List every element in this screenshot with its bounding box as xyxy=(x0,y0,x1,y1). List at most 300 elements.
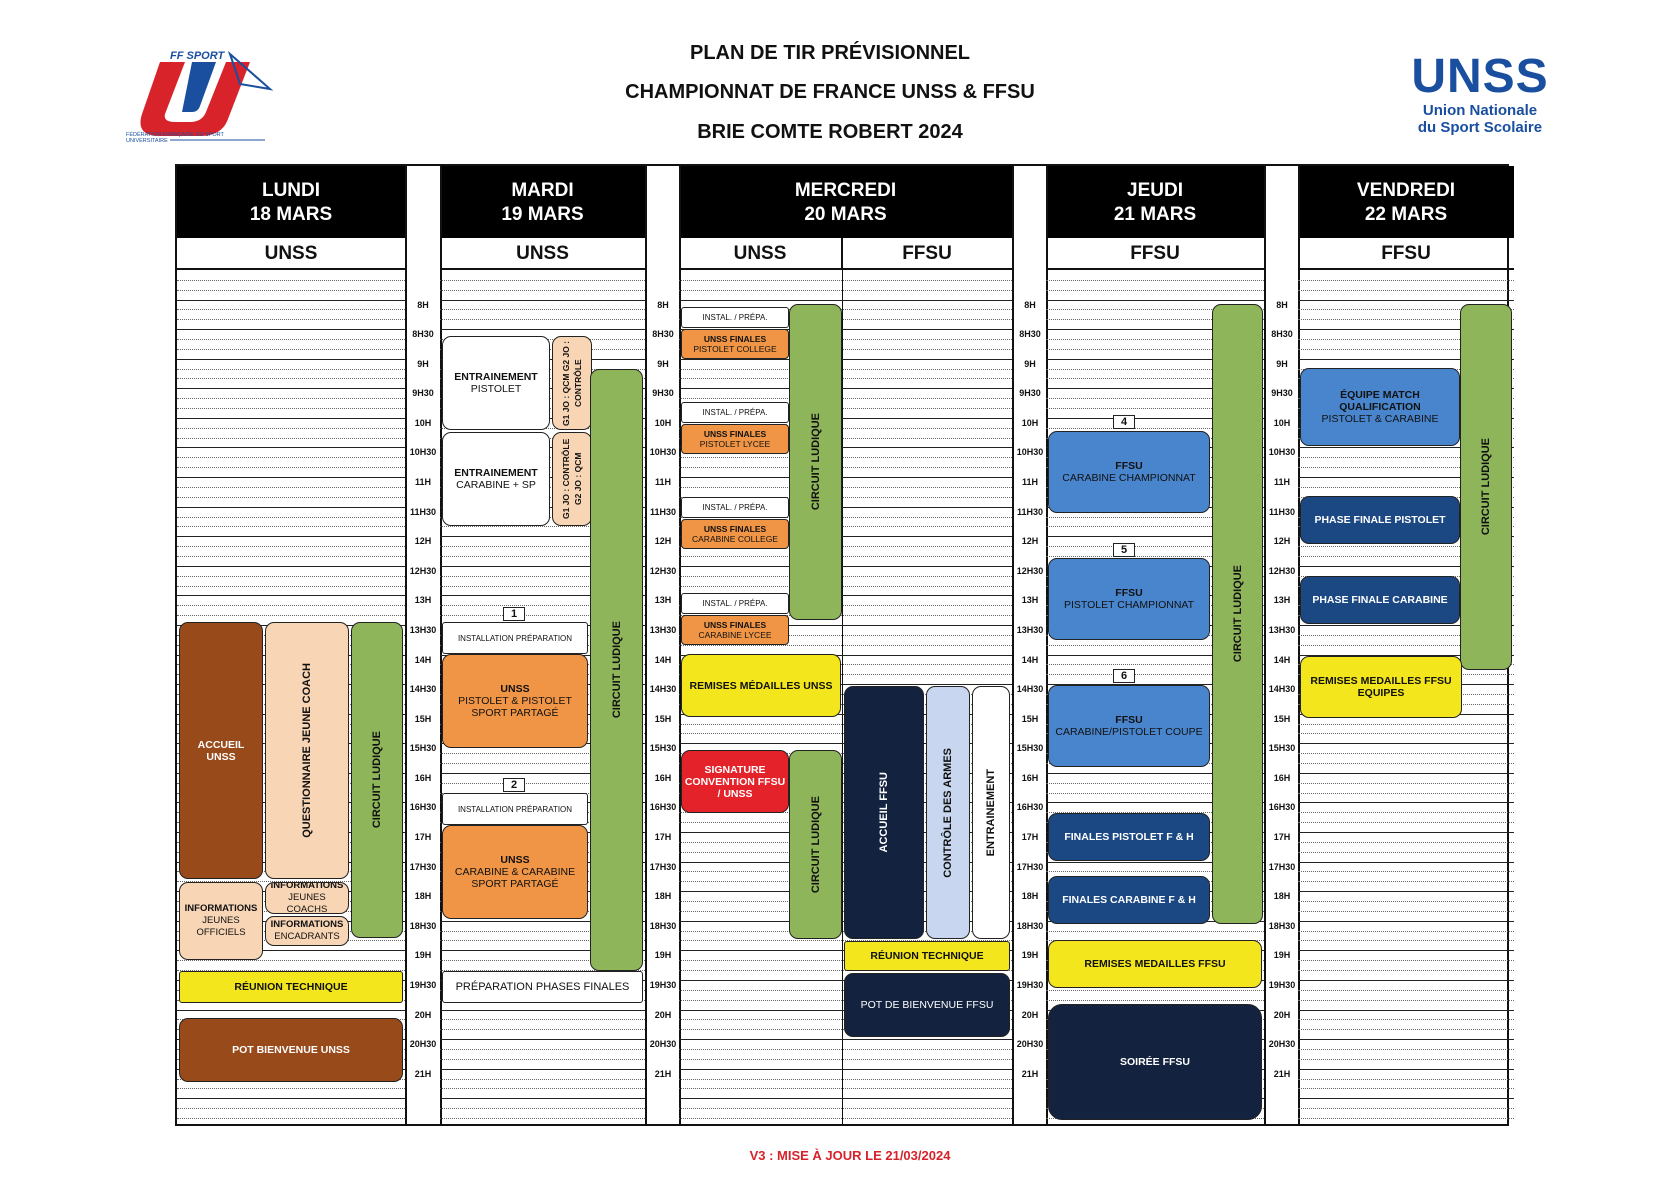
event-finales-pistolet-lycee xyxy=(681,424,789,454)
time-label: 10H xyxy=(1273,417,1291,428)
grid-line-halfhour xyxy=(177,418,405,419)
event-label: FINALES PISTOLET F & H xyxy=(1064,831,1194,843)
event-label: ÉQUIPE MATCH QUALIFICATION xyxy=(1339,389,1421,413)
grid-line-dotted xyxy=(1298,901,1514,902)
time-label: 17H30 xyxy=(649,861,677,872)
event-label: POT BIENVENUE UNSS xyxy=(232,1044,350,1056)
time-label: 11H30 xyxy=(409,506,437,517)
day-header-mercredi xyxy=(679,166,1012,238)
grid-line-halfhour xyxy=(679,1069,1012,1070)
time-label: 20H30 xyxy=(649,1039,677,1050)
grid-line-halfhour xyxy=(177,300,405,301)
event-unss-pistolet xyxy=(442,654,588,748)
grid-line-dotted xyxy=(177,526,405,527)
time-label: 12H xyxy=(1021,536,1039,547)
event-label: G1 JO : QCM G2 JO : CONTRÔLE xyxy=(561,340,583,426)
time-label: 18H xyxy=(654,891,672,902)
grid-line-halfhour xyxy=(1298,891,1514,892)
grid-line-halfhour xyxy=(1298,773,1514,774)
grid-line-dotted xyxy=(1298,1079,1514,1080)
grid-line-dotted xyxy=(177,369,405,370)
grid-line-dotted xyxy=(1298,960,1514,961)
grid-line-halfhour xyxy=(679,566,1012,567)
unss-logo-sub2: du Sport Scolaire xyxy=(1417,119,1543,136)
grid-line-dotted xyxy=(440,1079,645,1080)
time-label: 18H xyxy=(1021,891,1039,902)
day-date: 20 MARS xyxy=(804,204,887,225)
grid-line-dotted xyxy=(1298,990,1514,991)
unss-logo xyxy=(1400,52,1560,152)
time-label: 15H30 xyxy=(1268,743,1296,754)
event-circuit-ludique-mercredi-1 xyxy=(789,304,842,620)
time-label: 10H xyxy=(654,417,672,428)
event-label: INFORMATIONS xyxy=(184,903,258,914)
event-label: POT DE BIENVENUE FFSU xyxy=(860,999,994,1011)
time-label: 21H xyxy=(414,1068,432,1079)
time-label: 16H xyxy=(1273,772,1291,783)
time-label: 16H xyxy=(654,772,672,783)
time-label: 19H xyxy=(1273,950,1291,961)
event-instal-prepa-1: INSTAL. / PRÉPA. xyxy=(681,307,789,328)
grid-line-dotted xyxy=(1298,763,1514,764)
grid-line-dotted xyxy=(679,457,1012,458)
grid-line-dotted xyxy=(177,497,405,498)
grid-line-dotted xyxy=(177,1118,405,1119)
time-label: 21H xyxy=(1021,1068,1039,1079)
event-sublabel: CARABINE COLLEGE xyxy=(692,534,778,544)
event-label: CIRCUIT LUDIQUE xyxy=(1231,565,1244,663)
title-line-3: BRIE COMTE ROBERT 2024 xyxy=(697,121,963,143)
day-name: MERCREDI xyxy=(794,180,897,201)
event-instal-prepa-3: INSTAL. / PRÉPA. xyxy=(681,497,789,518)
event-label: RÉUNION TECHNIQUE xyxy=(234,981,348,993)
time-label: 18H30 xyxy=(409,920,437,931)
time-label: 12H30 xyxy=(1268,565,1296,576)
grid-line-dotted xyxy=(679,1079,1012,1080)
time-label: 17H30 xyxy=(1268,861,1296,872)
grid-line-dotted xyxy=(1298,812,1514,813)
grid-line-halfhour xyxy=(679,477,1012,478)
time-label: 16H xyxy=(414,772,432,783)
event-unss-carabine xyxy=(442,825,588,919)
unss-logo-sub1: Union Nationale xyxy=(1422,102,1538,119)
event-info-jeunes-coachs xyxy=(265,882,349,914)
grid-line-halfhour xyxy=(1298,1010,1514,1011)
time-label: 8H30 xyxy=(1271,329,1293,340)
event-circuit-ludique-mercredi-2 xyxy=(789,750,842,939)
grid-line-dotted xyxy=(679,556,1012,557)
grid-line-dotted xyxy=(177,339,405,340)
event-sublabel: CARABINE CHAMPIONNAT xyxy=(1062,472,1196,484)
badge-4: 4 xyxy=(1113,415,1135,429)
event-info-jeunes-officiels xyxy=(179,882,263,960)
time-label: 17H xyxy=(414,832,432,843)
grid-line-halfhour xyxy=(177,566,405,567)
grid-line-halfhour xyxy=(440,300,645,301)
event-questionnaire-jeune-coach xyxy=(265,622,349,879)
event-finales-pistolet-college xyxy=(681,329,789,359)
grid-line-dotted xyxy=(440,1108,645,1109)
subheader-vendredi-ffsu: FFSU xyxy=(1298,238,1514,270)
ffsport-logo-text: FF SPORT xyxy=(170,50,225,62)
day-name: MARDI xyxy=(511,180,574,201)
time-label: 16H xyxy=(1021,772,1039,783)
grid-line-dotted xyxy=(679,467,1012,468)
event-label: CIRCUIT LUDIQUE xyxy=(1480,438,1492,536)
grid-line-dotted xyxy=(1046,290,1264,291)
grid-line-dotted xyxy=(177,1088,405,1089)
event-sublabel: CARABINE & CARABINE SPORT PARTAGÉ xyxy=(454,866,576,890)
event-circuit-ludique-vendredi xyxy=(1460,304,1512,670)
time-label: 10H30 xyxy=(409,447,437,458)
time-label: 18H xyxy=(414,891,432,902)
grid-line-dotted xyxy=(1298,793,1514,794)
grid-line-dotted xyxy=(1046,1000,1264,1001)
event-label: CONTRÔLE DES ARMES xyxy=(942,747,954,878)
grid-line-dotted xyxy=(679,290,1012,291)
grid-line-dotted xyxy=(440,280,645,281)
time-label: 21H xyxy=(1273,1068,1291,1079)
time-label: 12H30 xyxy=(649,565,677,576)
time-label: 10H30 xyxy=(1268,447,1296,458)
event-info-encadrants xyxy=(265,916,349,946)
grid-line-dotted xyxy=(1298,842,1514,843)
grid-line-dotted xyxy=(679,369,1012,370)
time-label: 16H30 xyxy=(409,802,437,813)
grid-line-dotted xyxy=(177,438,405,439)
grid-line-dotted xyxy=(1298,822,1514,823)
event-equipe-match-qualification xyxy=(1300,368,1460,446)
grid-line-halfhour xyxy=(679,388,1012,389)
time-label: 10H xyxy=(1021,417,1039,428)
event-installation-preparation-1: INSTALLATION PRÉPARATION xyxy=(442,622,588,654)
time-label: 13H xyxy=(1021,595,1039,606)
grid-line-dotted xyxy=(177,487,405,488)
grid-line-halfhour xyxy=(1298,1098,1514,1099)
grid-line-dotted xyxy=(177,960,405,961)
grid-line-dotted xyxy=(1298,1029,1514,1030)
badge-5: 5 xyxy=(1113,543,1135,557)
ffsport-logo xyxy=(126,44,280,144)
grid-line-dotted xyxy=(177,378,405,379)
grid-line-dotted xyxy=(440,309,645,310)
time-label: 10H30 xyxy=(1016,447,1044,458)
time-label: 8H30 xyxy=(412,329,434,340)
event-sublabel: PISTOLET & PISTOLET SPORT PARTAGÉ xyxy=(458,695,572,719)
event-entrainement-mercredi xyxy=(972,686,1010,939)
grid-line-dotted xyxy=(1298,290,1514,291)
grid-line-dotted xyxy=(1298,1019,1514,1020)
grid-line-halfhour xyxy=(177,329,405,330)
grid-line-dotted xyxy=(177,546,405,547)
time-label: 17H30 xyxy=(409,861,437,872)
grid-line-dotted xyxy=(440,1019,645,1020)
event-label: UNSS xyxy=(500,854,530,866)
grid-line-dotted xyxy=(679,1049,1012,1050)
time-label: 20H xyxy=(654,1009,672,1020)
grid-line-halfhour xyxy=(679,1039,1012,1040)
time-label: 19H30 xyxy=(409,979,437,990)
event-label: SOIRÉE FFSU xyxy=(1119,1056,1190,1068)
time-label: 14H30 xyxy=(649,684,677,695)
title-line-2: CHAMPIONNAT DE FRANCE UNSS & FFSU xyxy=(625,81,1035,103)
time-label: 17H30 xyxy=(1016,861,1044,872)
event-label: UNSS FINALES xyxy=(703,524,767,534)
time-label: 15H xyxy=(1273,713,1291,724)
ffsport-logo-subtext: FÉDÉRATION FRANÇAISE DU SPORT UNIVERSITAIRE xyxy=(126,132,224,144)
grid-line-halfhour xyxy=(1046,300,1264,301)
grid-line-halfhour xyxy=(1298,921,1514,922)
grid-line-dotted xyxy=(1298,733,1514,734)
event-reunion-technique-lundi xyxy=(179,971,403,1003)
time-label: 15H30 xyxy=(649,743,677,754)
grid-line-dotted xyxy=(177,319,405,320)
event-label: G1 JO : CONTRÔLE G2 JO : QCM xyxy=(561,438,583,520)
event-label: CIRCUIT LUDIQUE xyxy=(371,731,383,829)
grid-line-dotted xyxy=(177,586,405,587)
event-ffsu-carabine-pistolet-coupe xyxy=(1048,685,1210,767)
subheader-jeudi-ffsu: FFSU xyxy=(1046,238,1264,270)
grid-line-dotted xyxy=(440,1029,645,1030)
event-ffsu-pistolet-championnat xyxy=(1048,558,1210,640)
time-label: 13H xyxy=(1273,595,1291,606)
time-label: 12H xyxy=(1273,536,1291,547)
grid-line-halfhour xyxy=(1298,980,1514,981)
time-label: 8H xyxy=(657,299,669,310)
time-label: 19H xyxy=(654,950,672,961)
grid-line-dotted xyxy=(679,1088,1012,1089)
grid-line-dotted xyxy=(1298,753,1514,754)
time-label: 20H30 xyxy=(1268,1039,1296,1050)
badge-1: 1 xyxy=(503,607,525,621)
event-pistolet-groupes xyxy=(552,336,592,430)
title-line-1: PLAN DE TIR PRÉVISIONNEL xyxy=(689,42,971,64)
time-label: 11H xyxy=(1021,477,1038,488)
time-label: 14H xyxy=(414,654,432,665)
event-label: UNSS FINALES xyxy=(703,620,767,630)
event-instal-prepa-4: INSTAL. / PRÉPA. xyxy=(681,593,789,614)
event-sublabel: PISTOLET xyxy=(470,383,522,395)
grid-line-dotted xyxy=(1298,940,1514,941)
time-label: 10H xyxy=(414,417,432,428)
grid-line-halfhour xyxy=(1298,862,1514,863)
time-label: 14H xyxy=(1021,654,1039,665)
grid-line-dotted xyxy=(1298,871,1514,872)
time-label: 12H30 xyxy=(409,565,437,576)
grid-line-dotted xyxy=(1298,724,1514,725)
time-label: 9H xyxy=(1024,358,1036,369)
subheader-mercredi-ffsu: FFSU xyxy=(842,238,1012,270)
day-header-lundi xyxy=(177,166,405,238)
grid-line-dotted xyxy=(177,517,405,518)
event-circuit-ludique-mardi xyxy=(590,369,643,971)
grid-line-dotted xyxy=(440,290,645,291)
event-label: UNSS FINALES xyxy=(703,429,767,439)
grid-line-dotted xyxy=(1298,1088,1514,1089)
grid-line-halfhour xyxy=(177,477,405,478)
time-label: 12H30 xyxy=(1016,565,1044,576)
event-sublabel: JEUNES COACHS xyxy=(286,892,328,914)
grid-line-halfhour xyxy=(177,447,405,448)
grid-line-dotted xyxy=(177,398,405,399)
time-label: 19H xyxy=(1021,950,1039,961)
time-label: 9H30 xyxy=(652,388,674,399)
event-label: REMISES MEDAILLES FFSU EQUIPES xyxy=(1310,675,1452,699)
grid-line-dotted xyxy=(177,556,405,557)
time-label: 19H30 xyxy=(1016,979,1044,990)
column-border xyxy=(842,238,843,1124)
grid-line-halfhour xyxy=(177,1098,405,1099)
grid-line-dotted xyxy=(177,428,405,429)
event-entrainement-carabine xyxy=(442,432,550,526)
grid-line-dotted xyxy=(1046,931,1264,932)
event-sublabel: PISTOLET & CARABINE xyxy=(1321,413,1439,425)
time-label: 10H30 xyxy=(649,447,677,458)
event-sublabel: PISTOLET CHAMPIONNAT xyxy=(1063,599,1195,611)
grid-line-dotted xyxy=(440,1088,645,1089)
event-label: QUESTIONNAIRE JEUNE COACH xyxy=(301,663,313,838)
time-label: 14H xyxy=(654,654,672,665)
event-preparation-phases-finales: PRÉPARATION PHASES FINALES xyxy=(442,971,643,1003)
time-label: 9H30 xyxy=(1019,388,1041,399)
grid-line-dotted xyxy=(679,398,1012,399)
grid-line-dotted xyxy=(1298,852,1514,853)
event-label: ACCUEIL UNSS xyxy=(197,738,245,763)
time-label: 18H30 xyxy=(1268,920,1296,931)
event-label: FINALES CARABINE F & H xyxy=(1062,894,1196,906)
time-label: 20H xyxy=(1021,1009,1039,1020)
time-label: 9H30 xyxy=(412,388,434,399)
event-label: INFORMATIONS xyxy=(270,882,344,891)
time-label: 11H30 xyxy=(1016,506,1044,517)
time-label: 11H30 xyxy=(649,506,677,517)
badge-6: 6 xyxy=(1113,669,1135,683)
grid-line-dotted xyxy=(679,576,1012,577)
grid-line-dotted xyxy=(177,457,405,458)
event-sublabel: CARABINE LYCEE xyxy=(698,630,772,640)
event-installation-preparation-2: INSTALLATION PRÉPARATION xyxy=(442,793,588,825)
time-label: 14H30 xyxy=(1016,684,1044,695)
event-label: ACCUEIL FFSU xyxy=(878,772,890,853)
time-label: 9H xyxy=(657,358,669,369)
grid-line-dotted xyxy=(177,605,405,606)
grid-line-dotted xyxy=(1046,990,1264,991)
grid-line-dotted xyxy=(1046,280,1264,281)
day-header-jeudi xyxy=(1046,166,1264,238)
event-label: REMISES MEDAILLES FFSU xyxy=(1084,958,1226,970)
time-label: 13H30 xyxy=(649,624,677,635)
time-label: 18H30 xyxy=(649,920,677,931)
grid-line-dotted xyxy=(679,378,1012,379)
event-sublabel: JEUNES OFFICIELS xyxy=(196,915,246,938)
grid-line-dotted xyxy=(1298,1118,1514,1119)
time-label: 17H xyxy=(654,832,672,843)
time-label: 14H30 xyxy=(409,684,437,695)
day-header-vendredi xyxy=(1298,166,1514,238)
time-label: 11H xyxy=(1273,477,1290,488)
time-label: 14H xyxy=(1273,654,1291,665)
grid-line-halfhour xyxy=(1298,832,1514,833)
grid-line-dotted xyxy=(1298,280,1514,281)
time-label: 16H30 xyxy=(649,802,677,813)
time-label: 13H30 xyxy=(409,624,437,635)
subheader-mardi-unss: UNSS xyxy=(440,238,645,270)
grid-line-dotted xyxy=(177,615,405,616)
event-circuit-ludique-jeudi xyxy=(1212,304,1263,924)
day-header-mardi xyxy=(440,166,645,238)
event-label: FFSU xyxy=(1115,714,1143,726)
subheader-mercredi-unss: UNSS xyxy=(679,238,842,270)
event-label: CIRCUIT LUDIQUE xyxy=(809,413,822,511)
grid-line-halfhour xyxy=(1298,950,1514,951)
time-label: 13H xyxy=(414,595,432,606)
grid-line-halfhour xyxy=(440,1069,645,1070)
time-label: 17H xyxy=(1021,832,1039,843)
time-label: 19H30 xyxy=(649,979,677,990)
time-label: 12H xyxy=(654,536,672,547)
grid-line-halfhour xyxy=(1298,802,1514,803)
grid-line-dotted xyxy=(679,1118,1012,1119)
time-label: 13H30 xyxy=(1016,624,1044,635)
event-ffsu-carabine-championnat xyxy=(1048,431,1210,513)
event-sublabel: PISTOLET LYCEE xyxy=(699,439,771,449)
event-label: SIGNATURE CONVENTION FFSU / UNSS xyxy=(684,763,786,800)
day-name: LUNDI xyxy=(261,180,321,201)
grid-line-halfhour xyxy=(1298,1069,1514,1070)
grid-line-dotted xyxy=(440,1059,645,1060)
grid-line-halfhour xyxy=(1298,743,1514,744)
grid-line-dotted xyxy=(177,467,405,468)
event-label: PHASE FINALE PISTOLET xyxy=(1314,514,1446,526)
grid-line-dotted xyxy=(177,290,405,291)
time-label: 20H30 xyxy=(409,1039,437,1050)
time-label: 19H30 xyxy=(1268,979,1296,990)
day-name: JEUDI xyxy=(1127,180,1183,201)
grid-line-halfhour xyxy=(679,1098,1012,1099)
event-label: CIRCUIT LUDIQUE xyxy=(610,621,623,719)
time-label: 12H xyxy=(414,536,432,547)
time-label: 11H xyxy=(654,477,671,488)
event-label: CIRCUIT LUDIQUE xyxy=(809,795,822,894)
event-label: REMISES MÉDAILLES UNSS xyxy=(689,679,833,692)
time-label: 9H xyxy=(417,358,429,369)
event-finales-carabine-college xyxy=(681,519,789,549)
event-finales-carabine xyxy=(1048,876,1210,924)
event-carabine-groupes xyxy=(552,432,592,526)
subheader-lundi-unss: UNSS xyxy=(177,238,405,270)
version-footer: V3 : MISE À JOUR LE 21/03/2024 xyxy=(749,1148,951,1163)
time-label: 9H xyxy=(1276,358,1288,369)
event-sublabel: CARABINE/PISTOLET COUPE xyxy=(1055,726,1203,738)
grid-line-halfhour xyxy=(177,1010,405,1011)
time-label: 14H30 xyxy=(1268,684,1296,695)
event-reunion-technique-mercredi xyxy=(844,941,1010,971)
event-phase-finale-pistolet xyxy=(1300,496,1460,544)
grid-line-halfhour xyxy=(177,359,405,360)
time-label: 20H xyxy=(414,1009,432,1020)
event-circuit-ludique-lundi xyxy=(351,622,403,938)
time-label: 20H30 xyxy=(1016,1039,1044,1050)
grid-line-dotted xyxy=(1298,911,1514,912)
grid-line-dotted xyxy=(177,576,405,577)
event-sublabel: PISTOLET COLLEGE xyxy=(693,344,777,354)
time-label: 20H xyxy=(1273,1009,1291,1020)
time-label: 15H xyxy=(1021,713,1039,724)
grid-line-dotted xyxy=(1298,1049,1514,1050)
grid-line-halfhour xyxy=(177,388,405,389)
time-label: 18H30 xyxy=(1016,920,1044,931)
event-pot-bienvenue-unss xyxy=(179,1018,403,1082)
